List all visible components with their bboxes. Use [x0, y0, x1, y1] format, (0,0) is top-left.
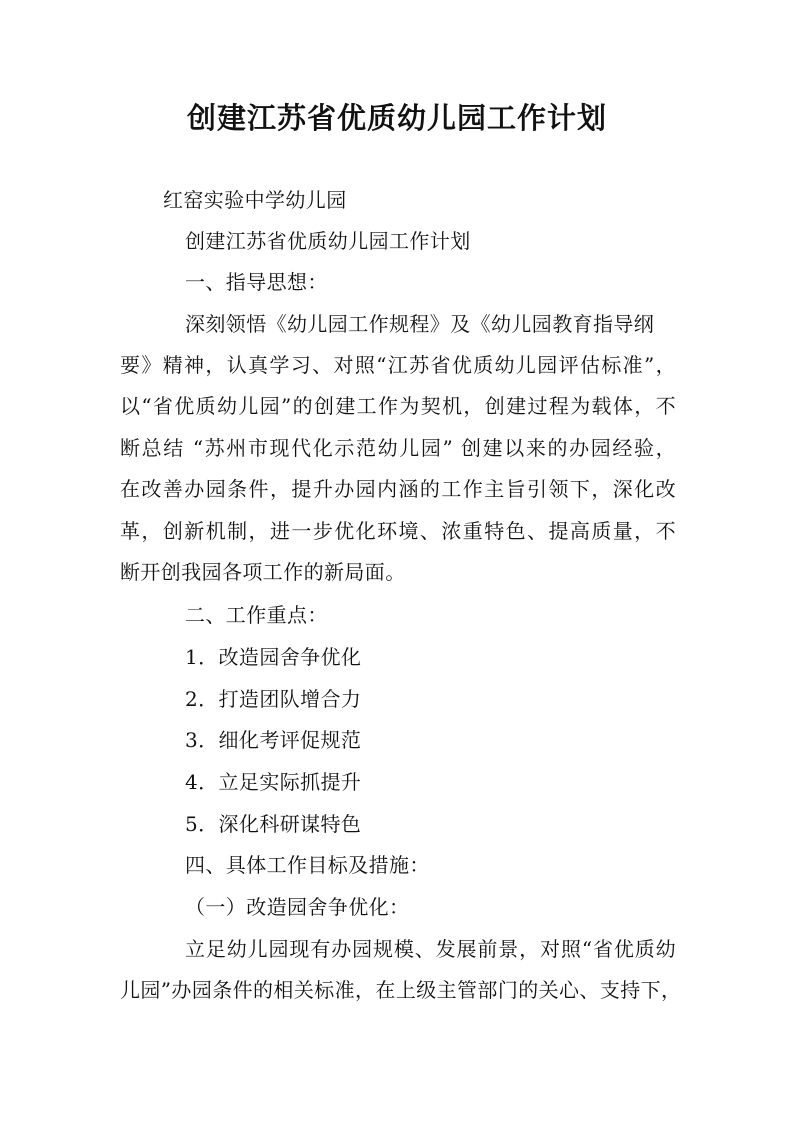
document-subtitle: 创建江苏省优质幼儿园工作计划	[185, 229, 471, 253]
list-item: 4．立足实际抓提升	[185, 770, 362, 794]
list-item: 1．改造园舍争优化	[185, 645, 362, 669]
paragraph-line: 断总结 “苏州市现代化示范幼儿园” 创建以来的办园经验，	[120, 436, 676, 460]
subsection-heading-facilities: （一）改造园舍争优化：	[185, 895, 410, 919]
paragraph-line: 在改善办园条件，提升办园内涵的工作主旨引领下，深化改	[120, 477, 676, 501]
document-title: 创建江苏省优质幼儿园工作计划	[186, 101, 607, 135]
list-item: 2．打造团队增合力	[185, 687, 362, 711]
paragraph-line: 要》精神，认真学习、对照“江苏省优质幼儿园评估标准”，	[120, 353, 676, 377]
section-heading-guiding-ideology: 一、指导思想：	[185, 270, 328, 294]
school-name: 红窑实验中学幼儿园	[163, 188, 347, 212]
list-item: 5．深化科研谋特色	[185, 812, 362, 836]
paragraph-line: 以“省优质幼儿园”的创建工作为契机，创建过程为载体，不	[120, 394, 676, 418]
section-heading-work-focus: 二、工作重点：	[185, 603, 328, 627]
paragraph-line: 儿园”办园条件的相关标准，在上级主管部门的关心、支持下，	[120, 978, 682, 1002]
section-heading-goals-measures: 四、具体工作目标及措施：	[185, 853, 430, 877]
paragraph-line: 深刻领悟《幼儿园工作规程》及《幼儿园教育指导纲	[185, 312, 655, 336]
paragraph-line: 革，创新机制，进一步优化环境、浓重特色、提高质量，不	[120, 519, 676, 543]
list-item: 3．细化考评促规范	[185, 728, 362, 752]
paragraph-line: 立足幼儿园现有办园规模、发展前景，对照“省优质幼	[185, 937, 676, 961]
paragraph-line: 断开创我园各项工作的新局面。	[120, 560, 406, 584]
